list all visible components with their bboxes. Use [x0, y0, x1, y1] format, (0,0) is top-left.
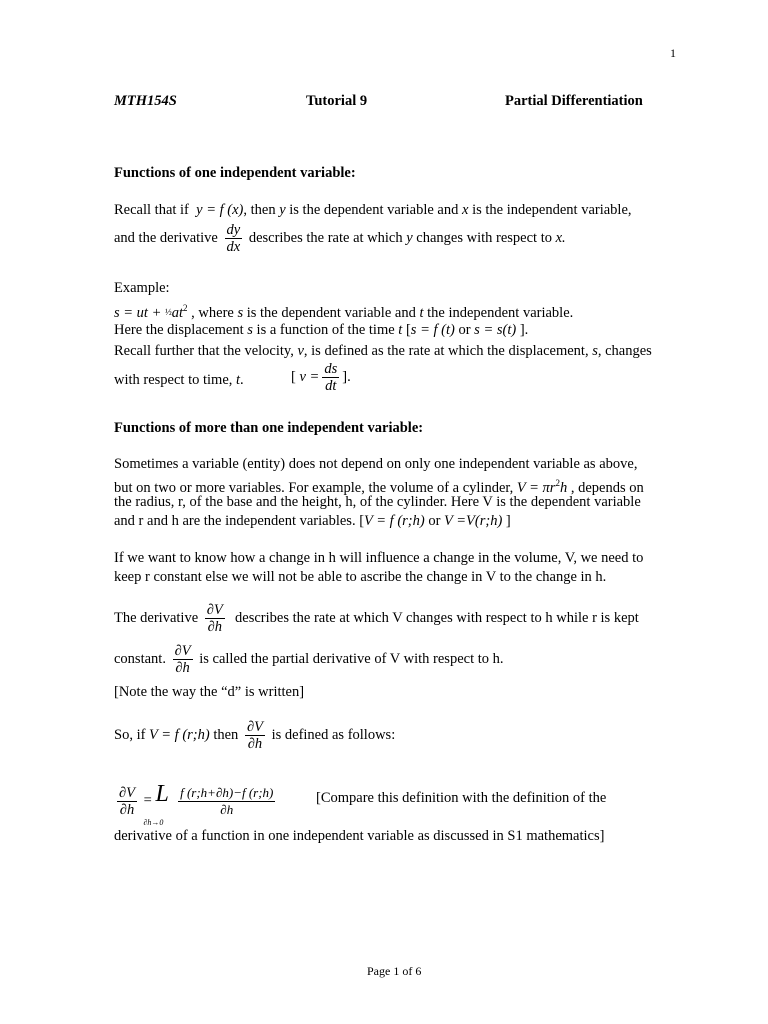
course-code: MTH154S: [114, 93, 177, 109]
ds-dt-fraction: $\frac{ds}{dt}$: [324, 361, 338, 394]
example-label: Example:: [114, 280, 170, 296]
difference-quotient: $\frac{f (r;h+\partial h)-f (r;h)}{\partial h}$: [180, 784, 274, 817]
partial-v-h-lhs: $\frac{\partial V}{\partial h}$: [119, 784, 136, 818]
section2-heading: Functions of more than one independent variable:: [114, 420, 424, 436]
compare-note: [Compare this definition with the definition of the: [316, 790, 607, 806]
time-line: with respect to time, t.: [114, 372, 244, 388]
example-equation-line: s = ut + $\frac{1}{2}at^2$ , where s is the dependent variable and t the independent variable.: [114, 303, 574, 321]
so-if-line: So, if V = f (r;h) then $\frac{\partial V}{\partial h}$ is defined as follows:: [114, 719, 396, 752]
limit-definition: $\frac{\partial V}{\partial h}$ = L ∂h→0 $\frac{f (r;h+\partial h)-f (r;h)}{\partial h}$: [119, 781, 274, 827]
partial-v-h-fraction-3: $\frac{\partial V}{\partial h}$: [246, 719, 263, 752]
recall-line: Recall that if y = f (x), then y is the dependent variable and x is the independent variable,: [114, 202, 632, 218]
note-line: [Note the way the “d” is written]: [114, 684, 305, 700]
para1-line2: but on two or more variables. For example, the volume of a cylinder, $V = \pi r^2h$ , depends on: [114, 478, 644, 496]
compare-note-line2: derivative of a function in one independent variable as discussed in S1 mathematics]: [114, 828, 605, 844]
constant-line: constant. $\frac{\partial V}{\partial h}$ is called the partial derivative of V with respect to h.: [114, 643, 504, 676]
page-footer: Page 1 of 6: [367, 964, 422, 978]
para1-line4: and r and h are the independent variables. [V = f (r;h) or V =V(r;h) ]: [114, 513, 511, 529]
dy-dx-fraction: $\frac{dy}{dx}$: [226, 222, 241, 255]
partial-v-h-fraction-2: $\frac{\partial V}{\partial h}$: [174, 643, 191, 676]
para1-line3: the radius, r, of the base and the height, h, of the cylinder. Here V is the dependent variable: [114, 494, 641, 510]
velocity-line: Recall further that the velocity, v, is defined as the rate at which the displacement, s, changes: [114, 343, 652, 359]
displacement-line: Here the displacement s is a function of the time t [s = f (t) or s = s(t) ].: [114, 322, 529, 338]
partial-v-h-fraction: $\frac{\partial V}{\partial h}$: [206, 602, 223, 635]
para2-line2: keep r constant else we will not be able to ascribe the change in V to the change in h.: [114, 569, 607, 585]
limit-operator: L ∂h→0: [143, 781, 169, 827]
derivative-line: and the derivative $\frac{dy}{dx}$ describes the rate at which y changes with respect to x.: [114, 222, 566, 255]
page-number-top: 1: [670, 46, 676, 60]
velocity-definition: [ v = $\frac{ds}{dt}$ ].: [291, 361, 351, 394]
section1-heading: Functions of one independent variable:: [114, 165, 356, 181]
para2-line1: If we want to know how a change in h will influence a change in the volume, V, we need to: [114, 550, 644, 566]
tutorial-title: Tutorial 9: [306, 93, 368, 109]
topic-title: Partial Differentiation: [505, 93, 643, 109]
partial-derivative-line: The derivative $\frac{\partial V}{\partial h}$ describes the rate at which V changes with respect to h while r is kept: [114, 602, 639, 635]
para1-line1: Sometimes a variable (entity) does not depend on only one independent variable as above,: [114, 456, 638, 472]
